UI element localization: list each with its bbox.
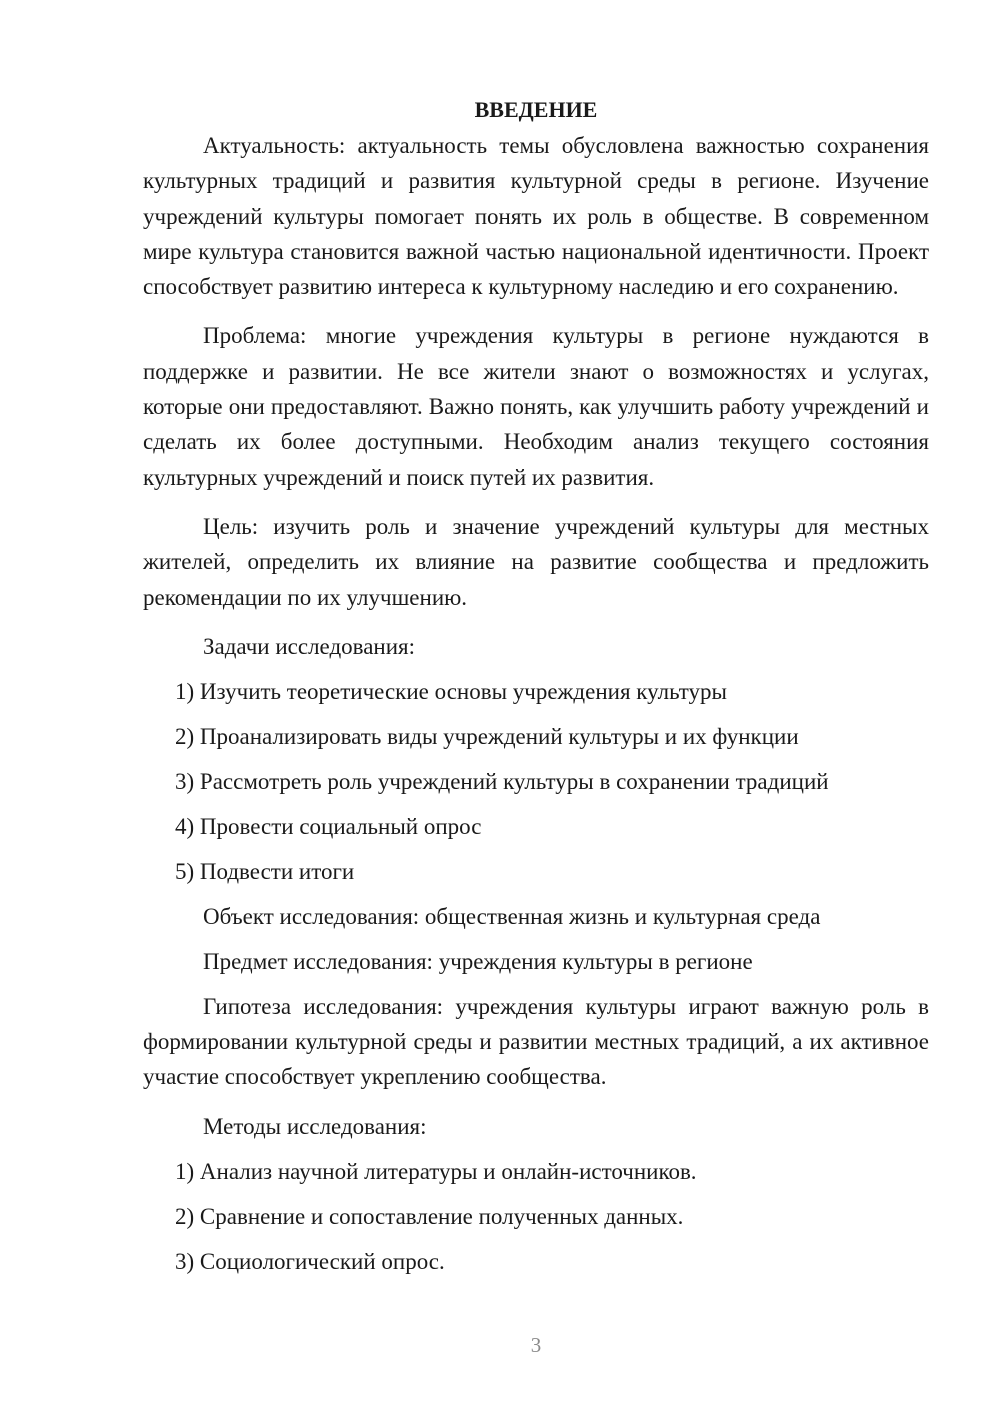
tasks-label: Задачи исследования: [203, 633, 416, 659]
task-item-5: 5) Подвести итоги [175, 858, 355, 884]
object-line: Объект исследования: общественная жизнь и культурная среда [203, 903, 821, 929]
task-item-1: 1) Изучить теоретические основы учреждения культуры [175, 678, 727, 704]
methods-label: Методы исследования: [203, 1113, 427, 1139]
problem-paragraph: Проблема: многие учреждения культуры в регионе нуждаются в поддержке и развитии. Не все жители знают о возможностях и услугах, которые они предоставляют. Важно понять, как улучшить работу учреждений и сделать их более доступными. Необходим анализ текущего состояния культурных учреждений и поиск путей их развития. [143, 323, 929, 490]
page-number: 3 [530, 1333, 542, 1357]
method-item-2: 2) Сравнение и сопоставление полученных данных. [175, 1203, 684, 1229]
page-title: ВВЕДЕНИЕ [474, 97, 598, 122]
task-item-2: 2) Проанализировать виды учреждений культуры и их функции [175, 723, 799, 749]
hypothesis-paragraph: Гипотеза исследования: учреждения культуры играют важную роль в формировании культурной среды и развитии местных традиций, а их активное участие способствует укреплению сообщества. [143, 993, 929, 1090]
relevance-paragraph: Актуальность: актуальность темы обусловлена важностью сохранения культурных традиций и развития культурной среды в регионе. Изучение учреждений культуры помогает понять их роль в обществе. В современном мире культура становится важной частью национальной идентичности. Проект способствует развитию интереса к культурному наследию и его сохранению. [143, 133, 929, 300]
task-item-3: 3) Рассмотреть роль учреждений культуры в сохранении традиций [175, 768, 829, 794]
task-item-4: 4) Провести социальный опрос [175, 813, 482, 839]
method-item-1: 1) Анализ научной литературы и онлайн-источников. [175, 1158, 697, 1184]
goal-paragraph: Цель: изучить роль и значение учреждений культуры для местных жителей, определить их влияние на развитие сообщества и предложить рекомендации по их улучшению. [143, 513, 929, 610]
subject-line: Предмет исследования: учреждения культуры в регионе [203, 948, 753, 974]
page-content [143, 92, 929, 1289]
method-item-3: 3) Социологический опрос. [175, 1248, 445, 1274]
